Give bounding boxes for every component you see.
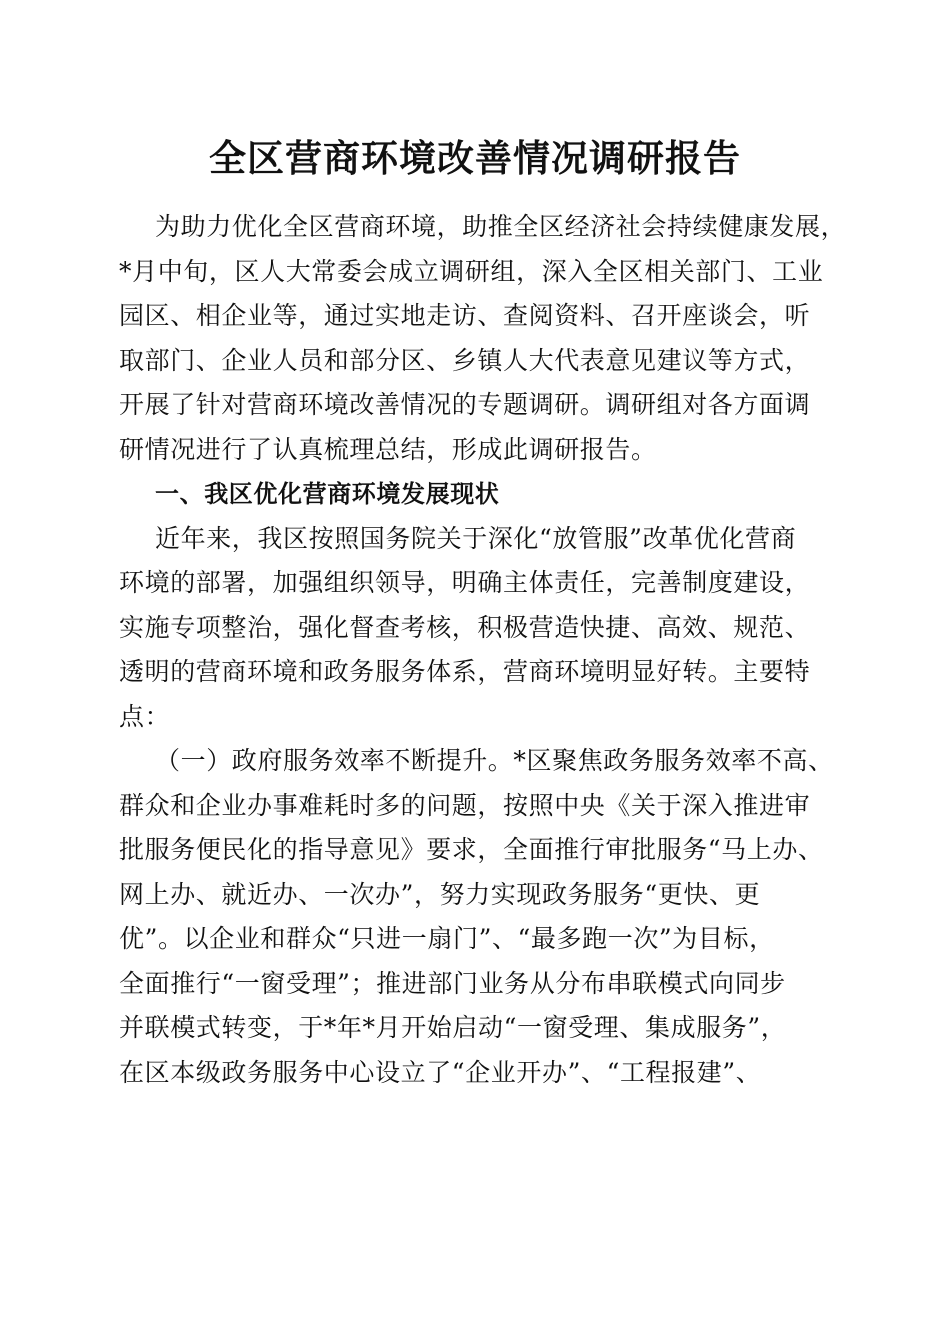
paragraph-intro xyxy=(119,205,847,472)
text-line: 网上办、就近办、一次办”，努力实现政务服务“更快、更 xyxy=(119,879,761,909)
text-line: 开展了针对营商环境改善情况的专题调研。调研组对各方面调 xyxy=(119,390,811,419)
text-line: 实施专项整治，强化督查考核，积极营造快捷、高效、规范、 xyxy=(119,612,811,642)
text-line: 透明的营商环境和政务服务体系，营商环境明显好转。主要特 xyxy=(119,657,811,686)
document-title: 全区营商环境改善情况调研报告 xyxy=(209,136,741,180)
document-body xyxy=(119,205,847,1095)
text-line: 为助力优化全区营商环境，助推全区经济社会持续健康发展， xyxy=(155,212,847,241)
text-line: 园区、相企业等，通过实地走访、查阅资料、召开座谈会，听 xyxy=(119,301,811,330)
text-line: 点： xyxy=(119,701,171,731)
text-line: 优”。以企业和群众“只进一扇门”、“最多跑一次”为目标， xyxy=(119,924,775,953)
text-line: *月中旬，区人大常委会成立调研组，深入全区相关部门、工业 xyxy=(119,256,824,286)
section-heading: 一、我区优化营商环境发展现状 xyxy=(155,480,500,508)
paragraph-status xyxy=(119,517,839,740)
text-line: 批服务便民化的指导意见》要求，全面推行审批服务“马上办、 xyxy=(119,835,824,864)
text-line: 近年来，我区按照国务院关于深化“放管服”改革优化营商 xyxy=(155,523,797,553)
text-line: 在区本级政务服务中心设立了“企业开办”、“工程报建”、 xyxy=(119,1057,762,1087)
text-line: 环境的部署，加强组织领导，明确主体责任，完善制度建设， xyxy=(119,568,811,597)
text-line: 取部门、企业人员和部分区、乡镇人大代表意见建议等方式， xyxy=(119,345,811,375)
text-line: （一）政府服务效率不断提升。*区聚焦政务服务效率不高、 xyxy=(155,746,834,775)
paragraph-item-1 xyxy=(119,739,839,1095)
text-line: 研情况进行了认真梳理总结，形成此调研报告。 xyxy=(119,434,657,464)
text-line: 并联模式转变，于*年*月开始启动“一窗受理、集成服务”， xyxy=(119,1013,787,1042)
text-line: 全面推行“一窗受理”；推进部门业务从分布串联模式向同步 xyxy=(119,968,786,998)
text-line: 群众和企业办事难耗时多的问题，按照中央《关于深入推进审 xyxy=(119,790,811,820)
